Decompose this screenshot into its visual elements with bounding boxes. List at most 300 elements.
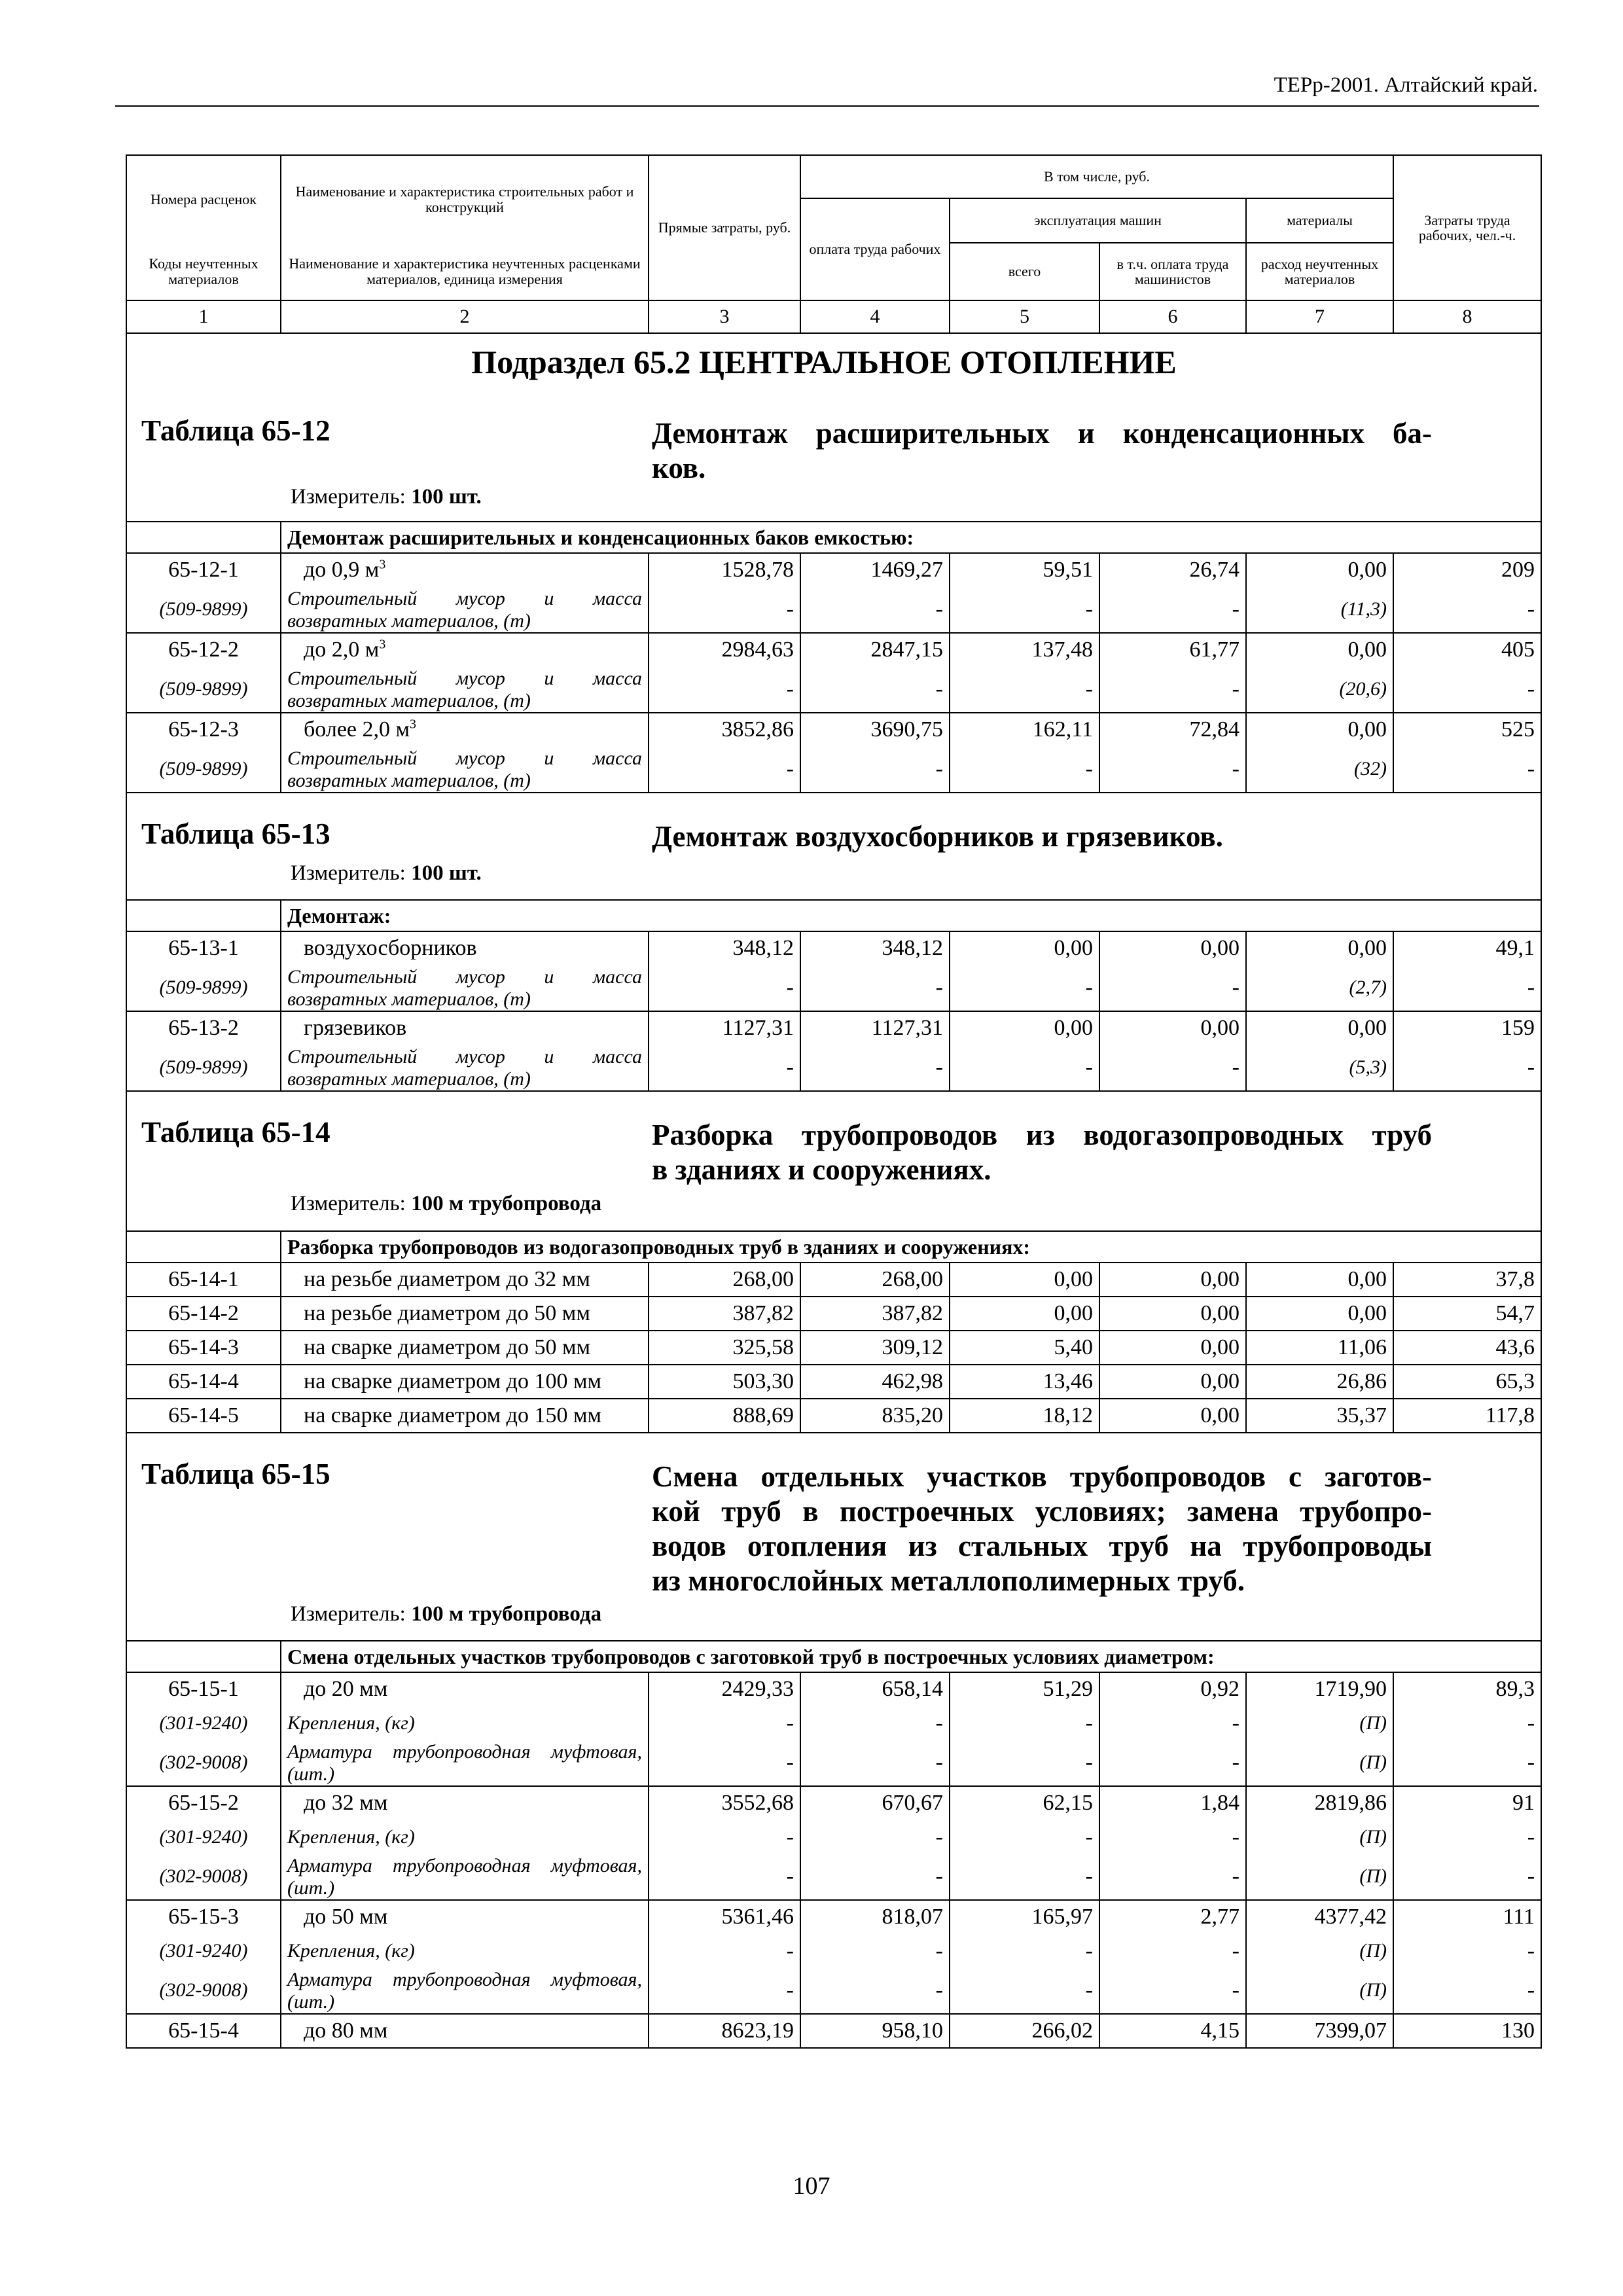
material-value: - [649,1934,800,1968]
rate-value: 2819,86 [1246,1786,1393,1820]
rate-code: 65-14-2 [126,1297,281,1331]
material-value: - [800,587,950,633]
header-machinist-wages: в т.ч. оплата труда машинистов [1099,243,1246,300]
rate-value: 72,84 [1099,713,1246,747]
group-title: Демонтаж расширительных и конденсационных баков емкостью: [281,522,1541,553]
resource-row [126,1968,1541,2014]
group-row [126,1641,1541,1672]
rate-value: 162,11 [950,713,1099,747]
table-title-line: из многослойных металлополимерных труб. [652,1564,1245,1598]
rate-name [281,1786,649,1820]
header-rule [115,105,1539,107]
rate-value: 26,86 [1246,1365,1393,1399]
material-value: (П) [1246,1706,1393,1740]
rate-value: 130 [1393,2014,1541,2048]
material-value: - [1393,1740,1541,1786]
group-title: Демонтаж: [281,900,1541,931]
rate-value: 0,00 [950,1263,1099,1297]
rate-code: 65-15-4 [126,2014,281,2048]
rate-value: 37,8 [1393,1263,1541,1297]
resource-row [126,587,1541,633]
header-direct-costs: Прямые затраты, руб. [649,155,800,300]
rate-value: 670,67 [800,1786,950,1820]
rate-code: 65-12-3 [126,713,281,747]
rate-name-text: до 80 мм [304,2018,388,2043]
material-name: Крепления, (кг) [281,1706,649,1740]
rate-value: 525 [1393,713,1541,747]
rate-value: 43,6 [1393,1331,1541,1365]
material-value: (П) [1246,1934,1393,1968]
resource-row [126,1740,1541,1786]
material-code: (509-9899) [126,587,281,633]
rate-value: 91 [1393,1786,1541,1820]
rate-name-text: до 32 мм [304,1791,388,1816]
rate-row [126,713,1541,747]
rate-value: 3690,75 [800,713,950,747]
material-value: - [950,1706,1099,1740]
rate-value: 0,00 [1099,1399,1246,1433]
header-machines-total: всего [950,243,1099,300]
material-value: - [800,667,950,713]
rate-name-text: на резьбе диаметром до 32 мм [304,1266,590,1291]
material-value: - [800,747,950,793]
rate-name-superscript: 3 [410,717,417,732]
material-value: (П) [1246,1968,1393,2014]
material-value: - [1393,1045,1541,1091]
rate-value: 958,10 [800,2014,950,2048]
material-value: - [950,1045,1099,1091]
rate-value: 0,00 [1099,1331,1246,1365]
column-number: 5 [950,300,1099,333]
rate-name [281,553,649,587]
rate-name-text: на сварке диаметром до 150 мм [304,1403,601,1427]
rate-value: 835,20 [800,1399,950,1433]
measure-label: Измеритель: [291,1192,406,1215]
header-material-consumption: расход неучтенных материалов [1246,243,1393,300]
rate-name-text: до 2,0 м [304,637,380,662]
running-header: ТЕРр-2001. Алтайский край. [1274,73,1538,97]
measure-label: Измеритель: [291,861,406,885]
measure-unit [291,863,482,885]
rate-value: 62,15 [950,1786,1099,1820]
group-title: Смена отдельных участков трубопроводов с заготовкой труб в построечных условиях диаметром: [281,1641,1541,1672]
material-value: - [950,1820,1099,1854]
material-value: - [649,1740,800,1786]
rate-name-text: грязевиков [304,1016,407,1041]
material-code: (302-9008) [126,1740,281,1786]
material-value: - [800,1740,950,1786]
material-value: - [649,965,800,1011]
table-title-line: Демонтаж расширительных и конденсационных ба- [652,417,1432,450]
rate-name [281,713,649,747]
rate-value: 0,00 [1246,931,1393,965]
rate-name-text: до 50 мм [304,1905,388,1929]
material-code: (302-9008) [126,1968,281,2014]
rate-value: 54,7 [1393,1297,1541,1331]
table-label: Таблица 65-15 [141,1458,330,1490]
rate-value: 266,02 [950,2014,1099,2048]
group-row [126,900,1541,931]
material-value: (32) [1246,747,1393,793]
rate-name [281,931,649,965]
rate-value: 325,58 [649,1331,800,1365]
material-value: - [1099,1740,1246,1786]
rate-value: 0,00 [1099,1263,1246,1297]
measure-label: Измеритель: [291,1602,406,1626]
material-value: (П) [1246,1820,1393,1854]
rate-value: 0,00 [1246,1263,1393,1297]
rate-value: 3552,68 [649,1786,800,1820]
rate-value: 405 [1393,633,1541,667]
rate-value: 4,15 [1099,2014,1246,2048]
header-material-names: Наименование и характеристика неучтенных расценками материалов, единица измерения [281,243,649,300]
rate-value: 5361,46 [649,1900,800,1934]
rate-name [281,1900,649,1934]
measure-unit [291,486,482,509]
table-title-line: Смена отдельных участков трубопроводов с заготов- [652,1460,1432,1493]
rate-value: 503,30 [649,1365,800,1399]
rate-name [281,1672,649,1706]
table-title [652,819,1432,854]
material-value: - [649,1854,800,1900]
header-machines: эксплуатация машин [950,198,1246,243]
rate-row [126,931,1541,965]
material-value: - [649,1045,800,1091]
rate-value: 3852,86 [649,713,800,747]
rate-value: 1469,27 [800,553,950,587]
measure-value: 100 м трубопровода [411,1602,602,1626]
column-number: 6 [1099,300,1246,333]
rate-value: 0,00 [1246,1011,1393,1045]
resource-row [126,1045,1541,1091]
subsection-title: Подраздел 65.2 ЦЕНТРАЛЬНОЕ ОТОПЛЕНИЕ [471,344,1177,380]
rate-value: 1528,78 [649,553,800,587]
rate-row [126,1263,1541,1297]
material-value: - [1099,1854,1246,1900]
rate-value: 49,1 [1393,931,1541,965]
rate-name [281,1011,649,1045]
material-code: (509-9899) [126,747,281,793]
rate-value: 111 [1393,1900,1541,1934]
rate-value: 888,69 [649,1399,800,1433]
material-value: - [800,1706,950,1740]
material-value: (П) [1246,1740,1393,1786]
rate-value: 0,00 [1246,553,1393,587]
material-value: (20,6) [1246,667,1393,713]
table-title [652,1460,1432,1598]
material-code: (509-9899) [126,965,281,1011]
header-rate-numbers: Номера расценок [126,155,281,243]
table-title [652,416,1432,486]
rate-row [126,553,1541,587]
group-row [126,522,1541,553]
rate-value: 11,06 [1246,1331,1393,1365]
material-value: (2,7) [1246,965,1393,1011]
rate-value: 4377,42 [1246,1900,1393,1934]
rate-value: 13,46 [950,1365,1099,1399]
material-value: - [1393,1854,1541,1900]
material-name: Арматура трубопроводная муфтовая, (шт.) [281,1968,649,2014]
rate-value: 159 [1393,1011,1541,1045]
rate-name-superscript: 3 [379,637,386,652]
material-value: (11,3) [1246,587,1393,633]
table-title-line: ков. [652,452,706,485]
rate-row [126,1297,1541,1331]
material-value: - [1393,747,1541,793]
measure-value: 100 шт. [411,861,482,885]
header-work-name: Наименование и характеристика строительных работ и конструкций [281,155,649,243]
rate-value: 658,14 [800,1672,950,1706]
column-number: 2 [281,300,649,333]
rate-value: 1,84 [1099,1786,1246,1820]
rate-name [281,1297,649,1331]
material-value: - [950,1968,1099,2014]
rate-name [281,1399,649,1433]
rate-value: 7399,07 [1246,2014,1393,2048]
resource-row [126,1706,1541,1740]
material-value: - [1393,667,1541,713]
material-name: Арматура трубопроводная муфтовая, (шт.) [281,1740,649,1786]
rate-value: 348,12 [649,931,800,965]
material-value: - [1099,1968,1246,2014]
material-value: - [1099,1820,1246,1854]
table-title-block [126,333,1541,522]
material-value: - [800,1854,950,1900]
material-value: - [950,1934,1099,1968]
rate-value: 0,00 [1099,1011,1246,1045]
rate-value: 0,00 [1099,931,1246,965]
material-code: (301-9240) [126,1820,281,1854]
table-label: Таблица 65-14 [141,1116,330,1149]
material-value: - [1099,1706,1246,1740]
rate-value: 818,07 [800,1900,950,1934]
material-name: Строительный мусор и масса возвратных материалов, (т) [281,587,649,633]
table-title-block [126,1433,1541,1641]
material-value: - [649,667,800,713]
rate-row [126,1672,1541,1706]
table-title-line: водов отопления из стальных труб на трубопроводы [652,1530,1432,1563]
material-value: - [1099,667,1246,713]
table-title-block [126,793,1541,900]
material-value: - [800,1934,950,1968]
rate-value: 462,98 [800,1365,950,1399]
rate-row [126,1786,1541,1820]
rate-code: 65-14-3 [126,1331,281,1365]
material-name: Строительный мусор и масса возвратных материалов, (т) [281,667,649,713]
rate-value: 5,40 [950,1331,1099,1365]
rate-code: 65-15-3 [126,1900,281,1934]
rate-value: 0,00 [1246,713,1393,747]
material-value: - [1393,1820,1541,1854]
material-name: Строительный мусор и масса возвратных материалов, (т) [281,747,649,793]
column-number: 8 [1393,300,1541,333]
rate-value: 1719,90 [1246,1672,1393,1706]
rate-value: 2429,33 [649,1672,800,1706]
material-value: - [1393,1706,1541,1740]
material-value: - [649,1820,800,1854]
rate-code: 65-15-2 [126,1786,281,1820]
rate-value: 8623,19 [649,2014,800,2048]
rate-value: 61,77 [1099,633,1246,667]
material-value: - [1099,747,1246,793]
material-name: Строительный мусор и масса возвратных материалов, (т) [281,965,649,1011]
rate-value: 89,3 [1393,1672,1541,1706]
rate-row [126,633,1541,667]
rate-value: 0,00 [950,1297,1099,1331]
table-title [652,1118,1432,1187]
rate-value: 2,77 [1099,1900,1246,1934]
material-value: - [950,1854,1099,1900]
table-title-block [126,1091,1541,1231]
rate-name-text: на резьбе диаметром до 50 мм [304,1300,590,1325]
material-code: (302-9008) [126,1854,281,1900]
material-name: Крепления, (кг) [281,1820,649,1854]
material-value: - [800,1968,950,2014]
resource-row [126,747,1541,793]
table-label: Таблица 65-12 [141,414,330,447]
material-code: (509-9899) [126,667,281,713]
resource-row [126,1854,1541,1900]
rate-value: 0,00 [1246,633,1393,667]
header-labor-costs: Затраты труда рабочих, чел.-ч. [1393,155,1541,300]
rate-name [281,633,649,667]
rate-value: 1127,31 [649,1011,800,1045]
rate-row [126,1900,1541,1934]
table-label: Таблица 65-13 [141,817,330,850]
rate-value: 137,48 [950,633,1099,667]
rate-value: 268,00 [800,1263,950,1297]
table-title-line: кой труб в построечных условиях; замена трубопро- [652,1495,1432,1528]
resource-row [126,1820,1541,1854]
rate-name [281,1263,649,1297]
rate-value: 35,37 [1246,1399,1393,1433]
header-material-codes: Коды неучтенных материалов [126,243,281,300]
rate-code: 65-12-2 [126,633,281,667]
column-number: 7 [1246,300,1393,333]
measure-value: 100 шт. [411,485,482,509]
material-value: - [649,747,800,793]
resource-row [126,1934,1541,1968]
rate-name-text: более 2,0 м [304,717,410,742]
rate-value: 26,74 [1099,553,1246,587]
material-value: (5,3) [1246,1045,1393,1091]
rate-value: 2847,15 [800,633,950,667]
rate-value: 387,82 [800,1297,950,1331]
measure-unit [291,1604,601,1626]
rate-row [126,2014,1541,2048]
material-value: - [1393,1968,1541,2014]
rate-value: 0,00 [1246,1297,1393,1331]
material-value: - [649,1706,800,1740]
rate-name-text: до 20 мм [304,1677,388,1702]
rate-row [126,1399,1541,1433]
material-value: - [649,1968,800,2014]
rate-value: 0,92 [1099,1672,1246,1706]
rate-code: 65-14-1 [126,1263,281,1297]
rate-name [281,1331,649,1365]
group-title: Разборка трубопроводов из водогазопроводных труб в зданиях и сооружениях: [281,1231,1541,1263]
material-name: Крепления, (кг) [281,1934,649,1968]
table-title-line: Разборка трубопроводов из водогазопроводных труб [652,1119,1432,1151]
material-value: (П) [1246,1854,1393,1900]
rate-value: 2984,63 [649,633,800,667]
rate-value: 51,29 [950,1672,1099,1706]
rate-code: 65-15-1 [126,1672,281,1706]
material-value: - [1393,965,1541,1011]
rate-code: 65-14-4 [126,1365,281,1399]
material-value: - [950,587,1099,633]
material-value: - [1099,587,1246,633]
material-code: (301-9240) [126,1706,281,1740]
rate-value: 117,8 [1393,1399,1541,1433]
table-title-line: Демонтаж воздухосборников и грязевиков. [652,820,1223,853]
material-value: - [1099,965,1246,1011]
resource-row [126,965,1541,1011]
rate-value: 18,12 [950,1399,1099,1433]
material-code: (509-9899) [126,1045,281,1091]
rate-value: 0,00 [950,1011,1099,1045]
rate-row [126,1011,1541,1045]
material-code: (301-9240) [126,1934,281,1968]
measure-unit [291,1193,601,1215]
rate-value: 165,97 [950,1900,1099,1934]
material-value: - [649,587,800,633]
column-numbers-row [126,300,1541,333]
rate-value: 309,12 [800,1331,950,1365]
group-row [126,1231,1541,1263]
rates-table [126,154,1542,2049]
rate-name-text: на сварке диаметром до 100 мм [304,1369,601,1393]
material-value: - [1099,1045,1246,1091]
rate-value: 0,00 [950,931,1099,965]
header-including: В том числе, руб. [800,155,1393,198]
header-materials: материалы [1246,198,1393,243]
rate-value: 348,12 [800,931,950,965]
rate-value: 209 [1393,553,1541,587]
material-value: - [1393,587,1541,633]
rate-row [126,1365,1541,1399]
rate-value: 65,3 [1393,1365,1541,1399]
rate-code: 65-13-2 [126,1011,281,1045]
rate-value: 1127,31 [800,1011,950,1045]
rate-value: 0,00 [1099,1365,1246,1399]
column-number: 1 [126,300,281,333]
material-value: - [800,1820,950,1854]
rate-name-superscript: 3 [379,557,386,572]
column-number: 4 [800,300,950,333]
material-value: - [800,965,950,1011]
rate-value: 0,00 [1099,1297,1246,1331]
rate-name [281,2014,649,2048]
rate-code: 65-14-5 [126,1399,281,1433]
page-number: 107 [793,2172,830,2200]
rate-name-text: до 0,9 м [304,558,380,583]
rate-name [281,1365,649,1399]
material-value: - [950,965,1099,1011]
measure-value: 100 м трубопровода [411,1192,602,1215]
rate-row [126,1331,1541,1365]
rate-code: 65-13-1 [126,931,281,965]
rate-name-text: на сварке диаметром до 50 мм [304,1335,590,1359]
rate-code: 65-12-1 [126,553,281,587]
rate-name-text: воздухосборников [304,936,477,961]
material-value: - [1099,1934,1246,1968]
column-number: 3 [649,300,800,333]
header-wages: оплата труда рабочих [800,198,950,300]
table-title-line: в зданиях и сооружениях. [652,1153,991,1187]
material-value: - [950,747,1099,793]
material-value: - [1393,1934,1541,1968]
